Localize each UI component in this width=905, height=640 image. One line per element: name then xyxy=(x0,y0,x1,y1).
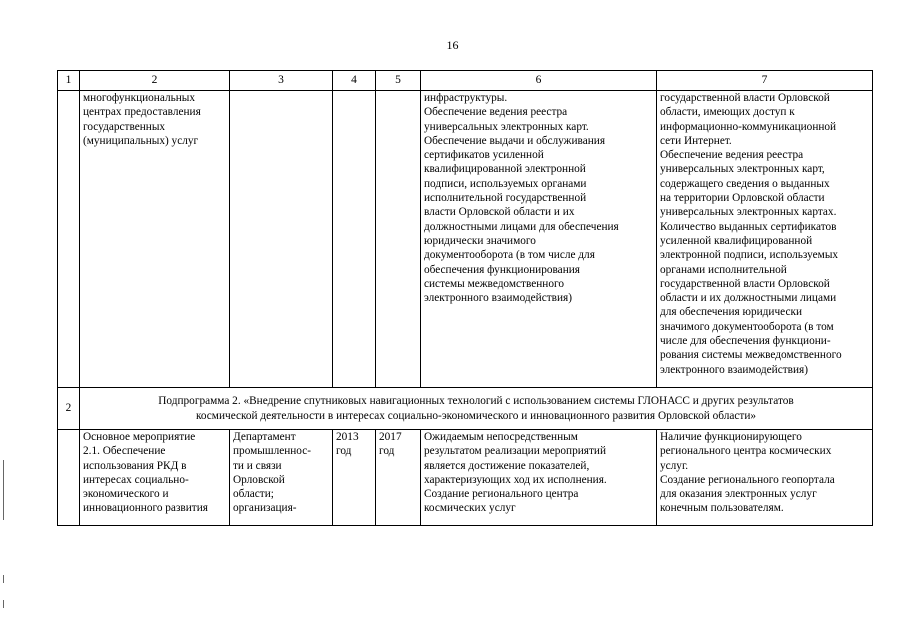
header-cell-6: 6 xyxy=(421,71,657,91)
text-line: организация- xyxy=(233,502,297,515)
text-line: для обеспечения юридически xyxy=(660,306,802,319)
text-line: государственной власти Орловской xyxy=(660,92,830,104)
cell-expected-result xyxy=(421,91,657,388)
text-line: Создание регионального геопортала xyxy=(660,473,835,486)
text-line: государственной власти Орловской xyxy=(660,277,830,290)
cell-number xyxy=(58,430,80,526)
text-line: обеспечения функционирования xyxy=(424,263,580,276)
subprogram-row xyxy=(58,388,873,430)
text-line: информационно-коммуникационной xyxy=(660,120,837,133)
text-line: 2.1. Обеспечение xyxy=(83,445,166,458)
activities-table xyxy=(57,70,873,526)
text-line: Подпрограмма 2. «Внедрение спутниковых навигационных технологий с использованием системы ГЛОНАСС и других результатов xyxy=(158,395,794,408)
text-line: универсальных электронных картах. xyxy=(660,206,837,219)
page-number: 16 xyxy=(446,38,459,52)
text-line: на территории Орловской области xyxy=(660,192,825,205)
cell-end xyxy=(376,430,421,526)
text-line: год xyxy=(379,445,395,458)
text-line: значимого документооборота (в том xyxy=(660,320,834,333)
text-line: Обеспечение выдачи и обслуживания xyxy=(424,134,606,147)
text-line: усиленной квалифицированной xyxy=(660,234,813,247)
continuation-row xyxy=(58,91,873,388)
text-line: использования РКД в xyxy=(83,459,187,472)
header-cell-5: 5 xyxy=(376,71,421,91)
margin-mark xyxy=(3,600,4,608)
text-line: содержащего сведения о выданных xyxy=(660,177,830,190)
text-line: многофункциональных xyxy=(83,92,196,104)
header-cell-2: 2 xyxy=(80,71,230,91)
text-line: подписи, используемых органами xyxy=(424,177,587,190)
text-line: инфраструктуры. xyxy=(424,92,508,104)
cell-executor xyxy=(230,430,333,526)
text-line: год xyxy=(336,445,352,458)
text-line: регионального центра космических xyxy=(660,445,832,458)
text-line: квалифицированной электронной xyxy=(424,163,586,176)
text-line: Наличие функционирующего xyxy=(660,431,802,443)
text-line: космических услуг xyxy=(424,502,516,515)
cell-start xyxy=(333,91,376,388)
text-line: Основное мероприятие xyxy=(83,431,196,443)
text-line: числе для обеспечения функциони- xyxy=(660,335,831,348)
cell-expected-result xyxy=(421,430,657,526)
cell-indicators xyxy=(657,91,873,388)
text-line: инновационного развития xyxy=(83,502,208,515)
text-line: конечным пользователям. xyxy=(660,502,784,515)
text-line: электронного взаимодействия) xyxy=(660,363,808,376)
text-line: электронного взаимодействия) xyxy=(424,292,572,305)
header-cell-7: 7 xyxy=(657,71,873,91)
text-line: сертификатов усиленной xyxy=(424,149,544,162)
text-line: государственных xyxy=(83,120,166,133)
text-line: органами исполнительной xyxy=(660,263,787,276)
cell-start xyxy=(333,430,376,526)
text-line: характеризующих ход их исполнения. xyxy=(424,473,607,486)
text-line: Обеспечение ведения реестра xyxy=(660,149,804,162)
text-line: власти Орловской области и их xyxy=(424,206,575,219)
cell-number xyxy=(58,91,80,388)
text-line: сети Интернет. xyxy=(660,134,732,147)
cell-indicators xyxy=(657,430,873,526)
text-line: Количество выданных сертификатов xyxy=(660,220,837,233)
text-line: Орловской xyxy=(233,473,285,486)
text-line: области и их должностными лицами xyxy=(660,292,837,305)
text-line: космической деятельности в интересах социально-экономического и инновационного развития Орловской области» xyxy=(195,409,757,422)
text-line: ти и связи xyxy=(233,459,282,472)
text-line: (муниципальных) услуг xyxy=(83,134,199,147)
text-line: центрах предоставления xyxy=(83,106,201,119)
text-line: экономического и xyxy=(83,488,169,501)
margin-mark xyxy=(3,575,4,583)
text-line: рования системы межведомственного xyxy=(660,349,842,362)
header-cell-4: 4 xyxy=(333,71,376,91)
text-line: универсальных электронных карт. xyxy=(424,120,589,133)
cell-end xyxy=(376,91,421,388)
text-line: электронной подписи, используемых xyxy=(660,249,839,262)
cell-activity xyxy=(80,91,230,388)
text-line: 2013 xyxy=(336,431,359,443)
cell-activity xyxy=(80,430,230,526)
header-cell-1: 1 xyxy=(58,71,80,91)
margin-mark xyxy=(3,460,4,520)
activity-row xyxy=(58,430,873,526)
text-line: результатом реализации мероприятий xyxy=(424,445,606,458)
text-line: Обеспечение ведения реестра xyxy=(424,106,568,119)
text-line: документооборота (в том числе для xyxy=(424,249,595,262)
text-line: области, имеющих доступ к xyxy=(660,106,795,119)
header-cell-3: 3 xyxy=(230,71,333,91)
text-line: промышленнос- xyxy=(233,445,312,458)
text-line: должностными лицами для обеспечения xyxy=(424,220,619,233)
text-line: юридически значимого xyxy=(424,234,536,247)
header-row xyxy=(58,71,873,91)
subprogram-title xyxy=(80,388,873,430)
text-line: является достижение показателей, xyxy=(424,459,590,472)
text-line: Департамент xyxy=(233,431,296,443)
text-line: Создание регионального центра xyxy=(424,488,579,501)
text-line: универсальных электронных карт, xyxy=(660,163,825,176)
cell-executor xyxy=(230,91,333,388)
subprogram-number: 2 xyxy=(58,388,80,430)
text-line: области; xyxy=(233,488,274,501)
text-line: для оказания электронных услуг xyxy=(660,488,817,501)
text-line: интересах социально- xyxy=(83,473,189,486)
text-line: Ожидаемым непосредственным xyxy=(424,431,578,443)
text-line: 2017 xyxy=(379,431,402,443)
text-line: услуг. xyxy=(660,459,689,472)
text-line: исполнительной государственной xyxy=(424,192,587,205)
text-line: системы межведомственного xyxy=(424,277,564,290)
